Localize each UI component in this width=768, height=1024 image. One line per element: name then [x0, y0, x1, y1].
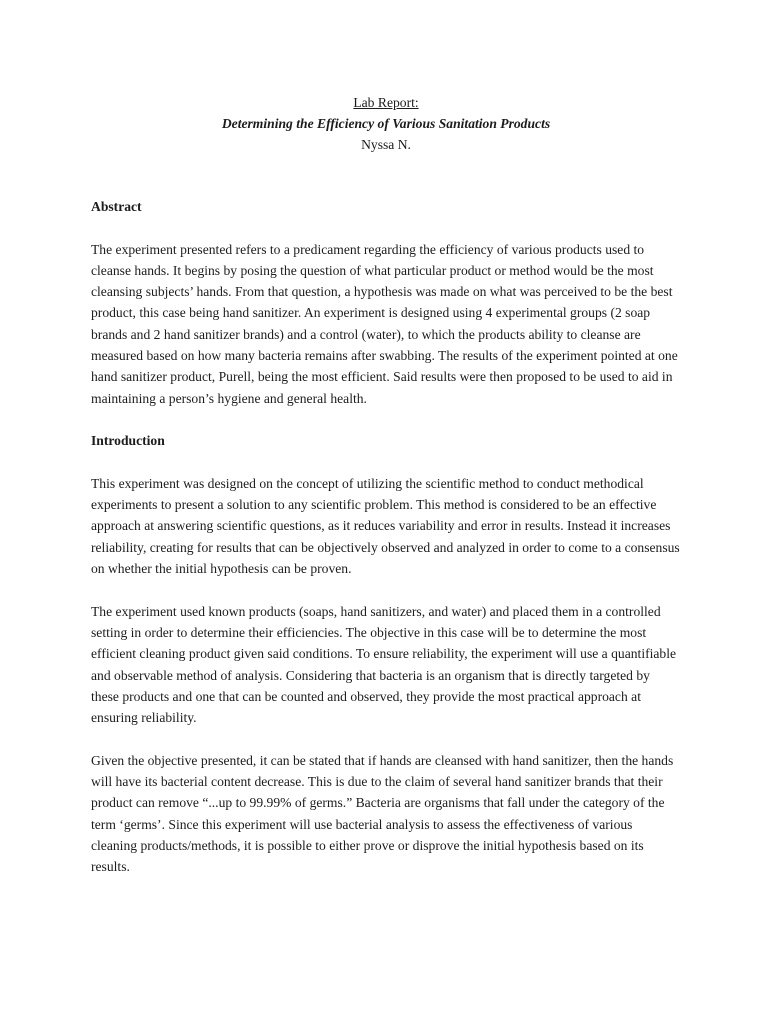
report-subtitle: Determining the Efficiency of Various Sanitation Products	[221, 116, 551, 131]
abstract-heading: Abstract	[91, 199, 142, 214]
spacer	[91, 452, 681, 473]
report-author: Nyssa N.	[361, 137, 411, 152]
spacer	[91, 409, 681, 430]
introduction-heading: Introduction	[91, 433, 165, 449]
spacer	[91, 155, 681, 196]
document-body	[91, 92, 681, 878]
introduction-paragraph-2: The experiment used known products (soaps, hand sanitizers, and water) and placed them in a controlled setting in order to determine their efficiencies. The objective in this case will be to determine the most efficient cleaning product given said conditions. To ensure reliability, the experiment will use a quantifiable and observable method of analysis. Considering that bacteria is an organism that is directly targeted by these products and one that can be counted and observed, they provide the most practical approach at ensuring reliability.	[91, 603, 677, 726]
spacer	[91, 217, 681, 238]
spacer	[91, 728, 681, 749]
introduction-paragraph-3: Given the objective presented, it can be stated that if hands are cleansed with hand sanitizer, then the hands will have its bacterial content decrease. This is due to the claim of several hand sanitizer brands that their product can remove “...up to 99.99% of germs.” Bacteria are organisms that fall under the category of the term ‘germs’. Since this experiment will use bacterial analysis to assess the effectiveness of various cleaning products/methods, it is possible to either prove or disprove the initial hypothesis based on its results.	[91, 752, 674, 875]
spacer	[91, 579, 681, 600]
abstract-paragraph: The experiment presented refers to a predicament regarding the efficiency of various products used to cleanse hands. It begins by posing the question of what particular product or method would be the most cleansing subjects’ hands. From that question, a hypothesis was made on what was perceived to be the best product, this case being hand sanitizer. An experiment is designed using 4 experimental groups (2 soap brands and 2 hand sanitizer brands) and a control (water), to which the products ability to cleanse are measured based on how many bacteria remains after swabbing. The results of the experiment pointed at one hand sanitizer product, Purell, being the most efficient. Said results were then proposed to be used to aid in maintaining a person’s hygiene and general health.	[91, 241, 678, 406]
introduction-paragraph-1: This experiment was designed on the concept of utilizing the scientific method to conduct methodical experiments to present a solution to any scientific problem. This method is considered to be an effective approach at answering scientific questions, as it reduces variability and error in results. Instead it increases reliability, creating for results that can be objectively observed and analyzed in order to come to a consensus on whether the initial hypothesis can be proven.	[91, 475, 680, 577]
report-title: Lab Report:	[353, 95, 419, 110]
